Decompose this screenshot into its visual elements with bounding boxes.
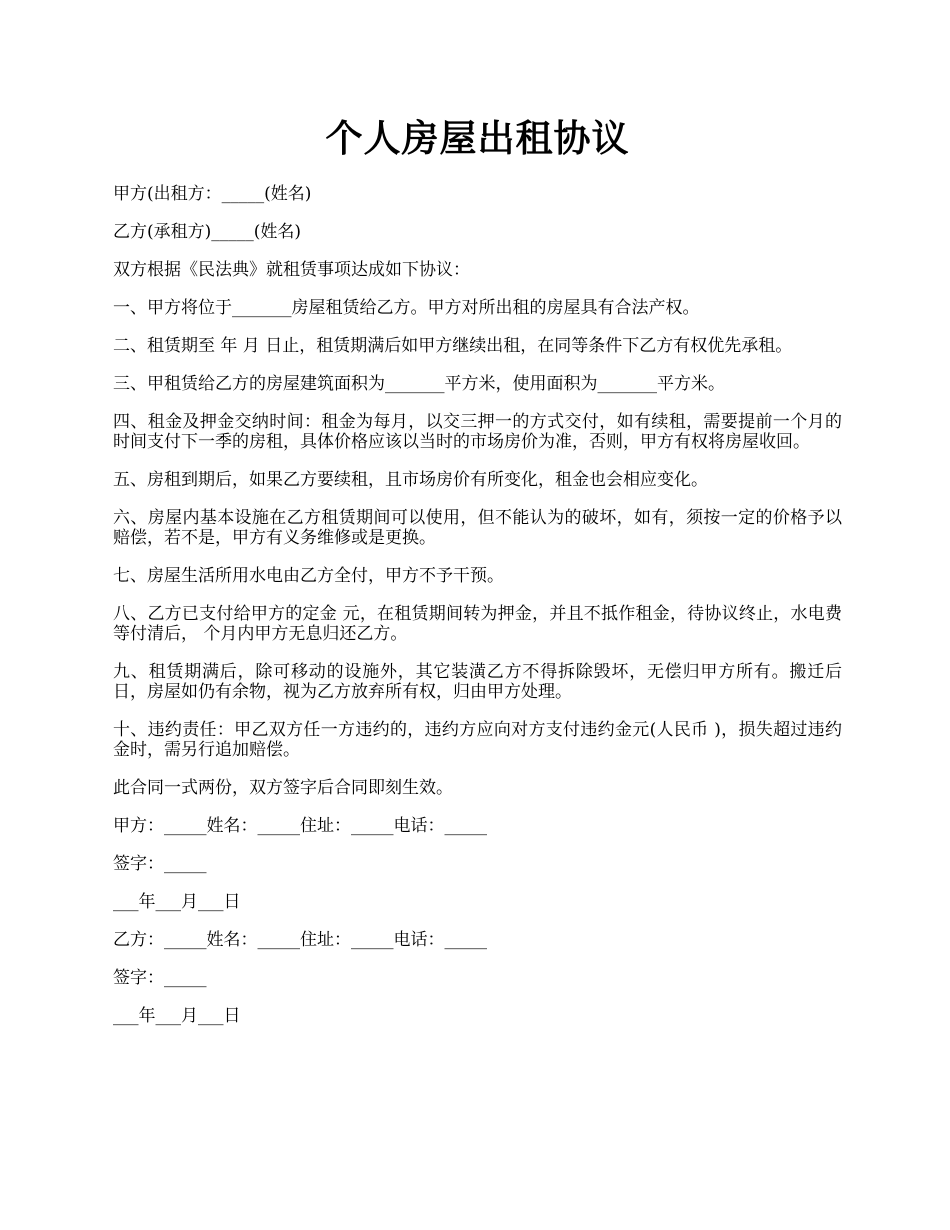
- party-b-line: 乙方(承租方)_____(姓名): [113, 222, 302, 242]
- party-a-signature: 签字：_____: [113, 854, 207, 874]
- clause-2: 二、租赁期至 年 月 日止，租赁期满后如甲方继续出租，在同等条件下乙方有权优先承租。: [113, 336, 793, 356]
- party-b-signature: 签字：_____: [113, 968, 207, 988]
- party-b-info: 乙方：_____姓名：_____住址：_____电话：_____: [113, 930, 487, 950]
- party-a-line: 甲方(出租方：_____(姓名): [113, 184, 312, 204]
- clause-7: 七、房屋生活所用水电由乙方全付，甲方不予干预。: [113, 566, 504, 586]
- clause-10: 十、违约责任：甲乙双方任一方违约的，违约方应向对方支付违约金元(人民币 )，损失超过违约金时，需另行追加赔偿。: [113, 720, 842, 760]
- clause-4: 四、租金及押金交纳时间：租金为每月，以交三押一的方式交付，如有续租，需要提前一个月的时间支付下一季的房租，具体价格应该以当时的市场房价为准，否则，甲方有权将房屋收回。: [113, 412, 842, 452]
- clause-8: 八、乙方已支付给甲方的定金 元，在租赁期间转为押金，并且不抵作租金，待协议终止，水电费等付清后， 个月内甲方无息归还乙方。: [113, 604, 842, 644]
- clause-6: 六、房屋内基本设施在乙方租赁期间可以使用，但不能认为的破坏，如有，须按一定的价格予以赔偿，若不是，甲方有义务维修或是更换。: [113, 508, 842, 548]
- clause-5: 五、房租到期后，如果乙方要续租，且市场房价有所变化，租金也会相应变化。: [113, 470, 708, 490]
- party-a-date: ___年___月___日: [113, 892, 241, 912]
- document-title: 个人房屋出租协议: [325, 116, 630, 160]
- clause-3: 三、甲租赁给乙方的房屋建筑面积为_______平方米，使用面积为_______平方米。: [113, 374, 725, 394]
- party-a-info: 甲方：_____姓名：_____住址：_____电话：_____: [113, 816, 487, 836]
- clause-9: 九、租赁期满后，除可移动的设施外，其它装潢乙方不得拆除毁坏，无偿归甲方所有。搬迁后 日，房屋如仍有余物，视为乙方放弃所有权，归由甲方处理。: [113, 662, 848, 702]
- clause-1: 一、甲方将位于_______房屋租赁给乙方。甲方对所出租的房屋具有合法产权。: [113, 298, 700, 318]
- agreement-intro: 双方根据《民法典》就租赁事项达成如下协议：: [113, 260, 470, 280]
- party-b-date: ___年___月___日: [113, 1006, 241, 1026]
- effective-statement: 此合同一式两份，双方签字后合同即刻生效。: [113, 778, 453, 798]
